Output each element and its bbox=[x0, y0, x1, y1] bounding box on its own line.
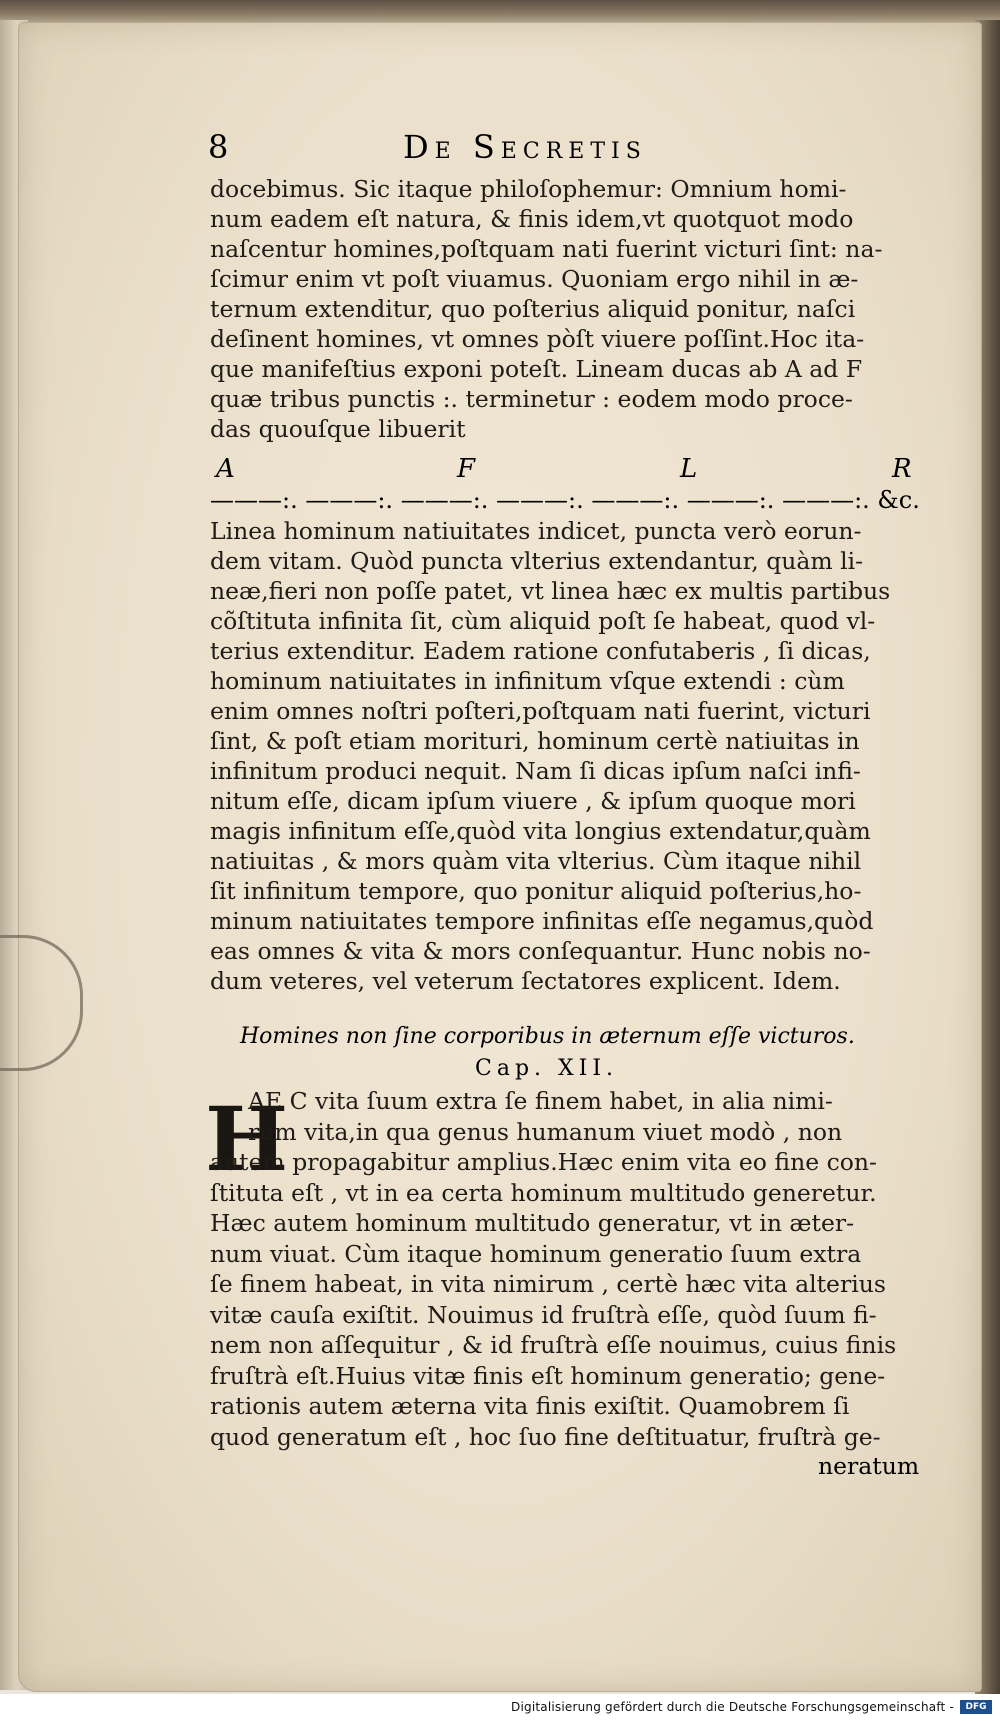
text-line: Hæc autem hominum multitudo generatur, vt in æter- bbox=[210, 1209, 855, 1237]
text-line: natiuitas , & mors quàm vita vlterius. Cùm itaque nihil bbox=[210, 847, 862, 875]
diagram-letter-a: A bbox=[216, 454, 235, 484]
page-number: 8 bbox=[208, 128, 233, 166]
chapter-label: Cap. XII. bbox=[475, 1056, 619, 1081]
text-line: ternum extenditur, quo poſterius aliquid ponitur, naſci bbox=[210, 295, 856, 323]
diagram-letter-f: F bbox=[457, 454, 476, 484]
text-line: eas omnes & vita & mors conſequantur. Hunc nobis no- bbox=[210, 937, 871, 965]
text-line: ſe finem habeat, in vita nimirum , certè hæc vita alterius bbox=[210, 1270, 886, 1298]
text-line: infinitum produci nequit. Nam ſi dicas ipſum naſci infi- bbox=[210, 757, 861, 785]
text-line: magis infinitum eſſe,quòd vita longius extendatur,quàm bbox=[210, 817, 871, 845]
text-line: ſint, & poſt etiam morituri, hominum certè natiuitas in bbox=[210, 727, 860, 755]
diagram-line: ———:. ———:. ———:. ———:. ———:. ———:. ———:. &c. bbox=[210, 486, 920, 514]
text-line: quæ tribus punctis :. terminetur : eodem modo proce- bbox=[210, 385, 853, 413]
text-line: naſcentur homines,poſtquam nati fuerint victuri ſint: na- bbox=[210, 235, 883, 263]
text-line: vitæ cauſa exiſtit. Nouimus id fruſtrà eſſe, quòd ſuum fi- bbox=[210, 1300, 877, 1329]
text-line: Linea hominum natiuitates indicet, puncta verò eorun- bbox=[210, 517, 862, 545]
text-line: que manifeſtius exponi poteſt. Lineam ducas ab A ad F bbox=[210, 355, 863, 383]
diagram-letter-l: L bbox=[680, 454, 698, 484]
text-line: terius extenditur. Eadem ratione confutaberis , ſi dicas, bbox=[210, 637, 871, 665]
text-line: minum natiuitates tempore infinitas eſſe negamus,quòd bbox=[210, 907, 874, 935]
text-line: nem non aſſequitur , & id fruſtrà eſſe nouimus, cuius finis bbox=[210, 1331, 897, 1359]
diagram-letters bbox=[210, 454, 920, 484]
text-line: ſtituta eſt , vt in ea certa hominum multitudo generetur. bbox=[210, 1178, 877, 1207]
text-line: fruſtrà eſt.Huius vitæ finis eſt hominum generatio; gene- bbox=[210, 1361, 886, 1390]
page-header bbox=[208, 128, 908, 170]
text-line: num viuat. Cùm itaque hominum generatio ſuum extra bbox=[210, 1239, 862, 1268]
text-line: deſinent homines, vt omnes pòſt viuere poſſint.Hoc ita- bbox=[210, 325, 865, 353]
text-line: cõſtituta infinita ſit, cùm aliquid poſt ſe habeat, quod vl- bbox=[210, 607, 876, 635]
text-line: das quouſque libuerit bbox=[210, 415, 466, 443]
text-line: quod generatum eſt , hoc ſuo fine deſtituatur, fruſtrà ge- bbox=[210, 1422, 881, 1451]
drop-cap: H bbox=[205, 1087, 289, 1191]
text-line: hominum natiuitates in infinitum vſque extendi : cùm bbox=[210, 667, 845, 695]
text-line: ſcimur enim vt poſt viuamus. Quoniam ergo nihil in æ- bbox=[210, 265, 859, 293]
text-line: rationis autem æterna vita finis exiſtit. Quamobrem ſi bbox=[210, 1392, 850, 1420]
text-line: docebimus. Sic itaque philoſophemur: Omnium homi- bbox=[210, 175, 847, 203]
text-line: AE C vita ſuum extra ſe finem habet, in alia nimi- bbox=[248, 1087, 833, 1115]
text-line: nitum eſſe, dicam ipſum viuere , & ipſum quoque mori bbox=[210, 787, 856, 815]
text-line: dum veteres, vel veterum ſectatores explicent. Idem. bbox=[210, 967, 841, 995]
footer-credit: Digitalisierung gefördert durch die Deutsche Forschungsgemeinschaft - bbox=[511, 1700, 954, 1714]
text-line: neæ,fieri non poſſe patet, vt linea hæc ex multis partibus bbox=[210, 577, 891, 605]
running-title: De Secretis bbox=[403, 128, 647, 166]
text-line: enim omnes noſtri poſteri,poſtquam nati fuerint, victuri bbox=[210, 697, 871, 725]
text-line: dem vitam. Quòd puncta vlterius extendantur, quàm li- bbox=[210, 547, 864, 575]
text-line: rum vita,in qua genus humanum viuet modò , non bbox=[248, 1117, 843, 1146]
diagram-letter-r: R bbox=[892, 454, 912, 484]
line-diagram bbox=[210, 454, 920, 514]
text-line: autem propagabitur amplius.Hæc enim vita eo fine con- bbox=[210, 1148, 877, 1176]
text-line: num eadem eſt natura, & finis idem,vt quotquot modo bbox=[210, 205, 854, 233]
catchword: neratum bbox=[818, 1452, 920, 1480]
text-line: ſit infinitum tempore, quo ponitur aliquid poſterius,ho- bbox=[210, 877, 862, 905]
chapter-subheading: Homines non ſine corporibus in æternum eſſe victuros. bbox=[240, 1024, 855, 1049]
dfg-logo: DFG bbox=[960, 1700, 992, 1714]
